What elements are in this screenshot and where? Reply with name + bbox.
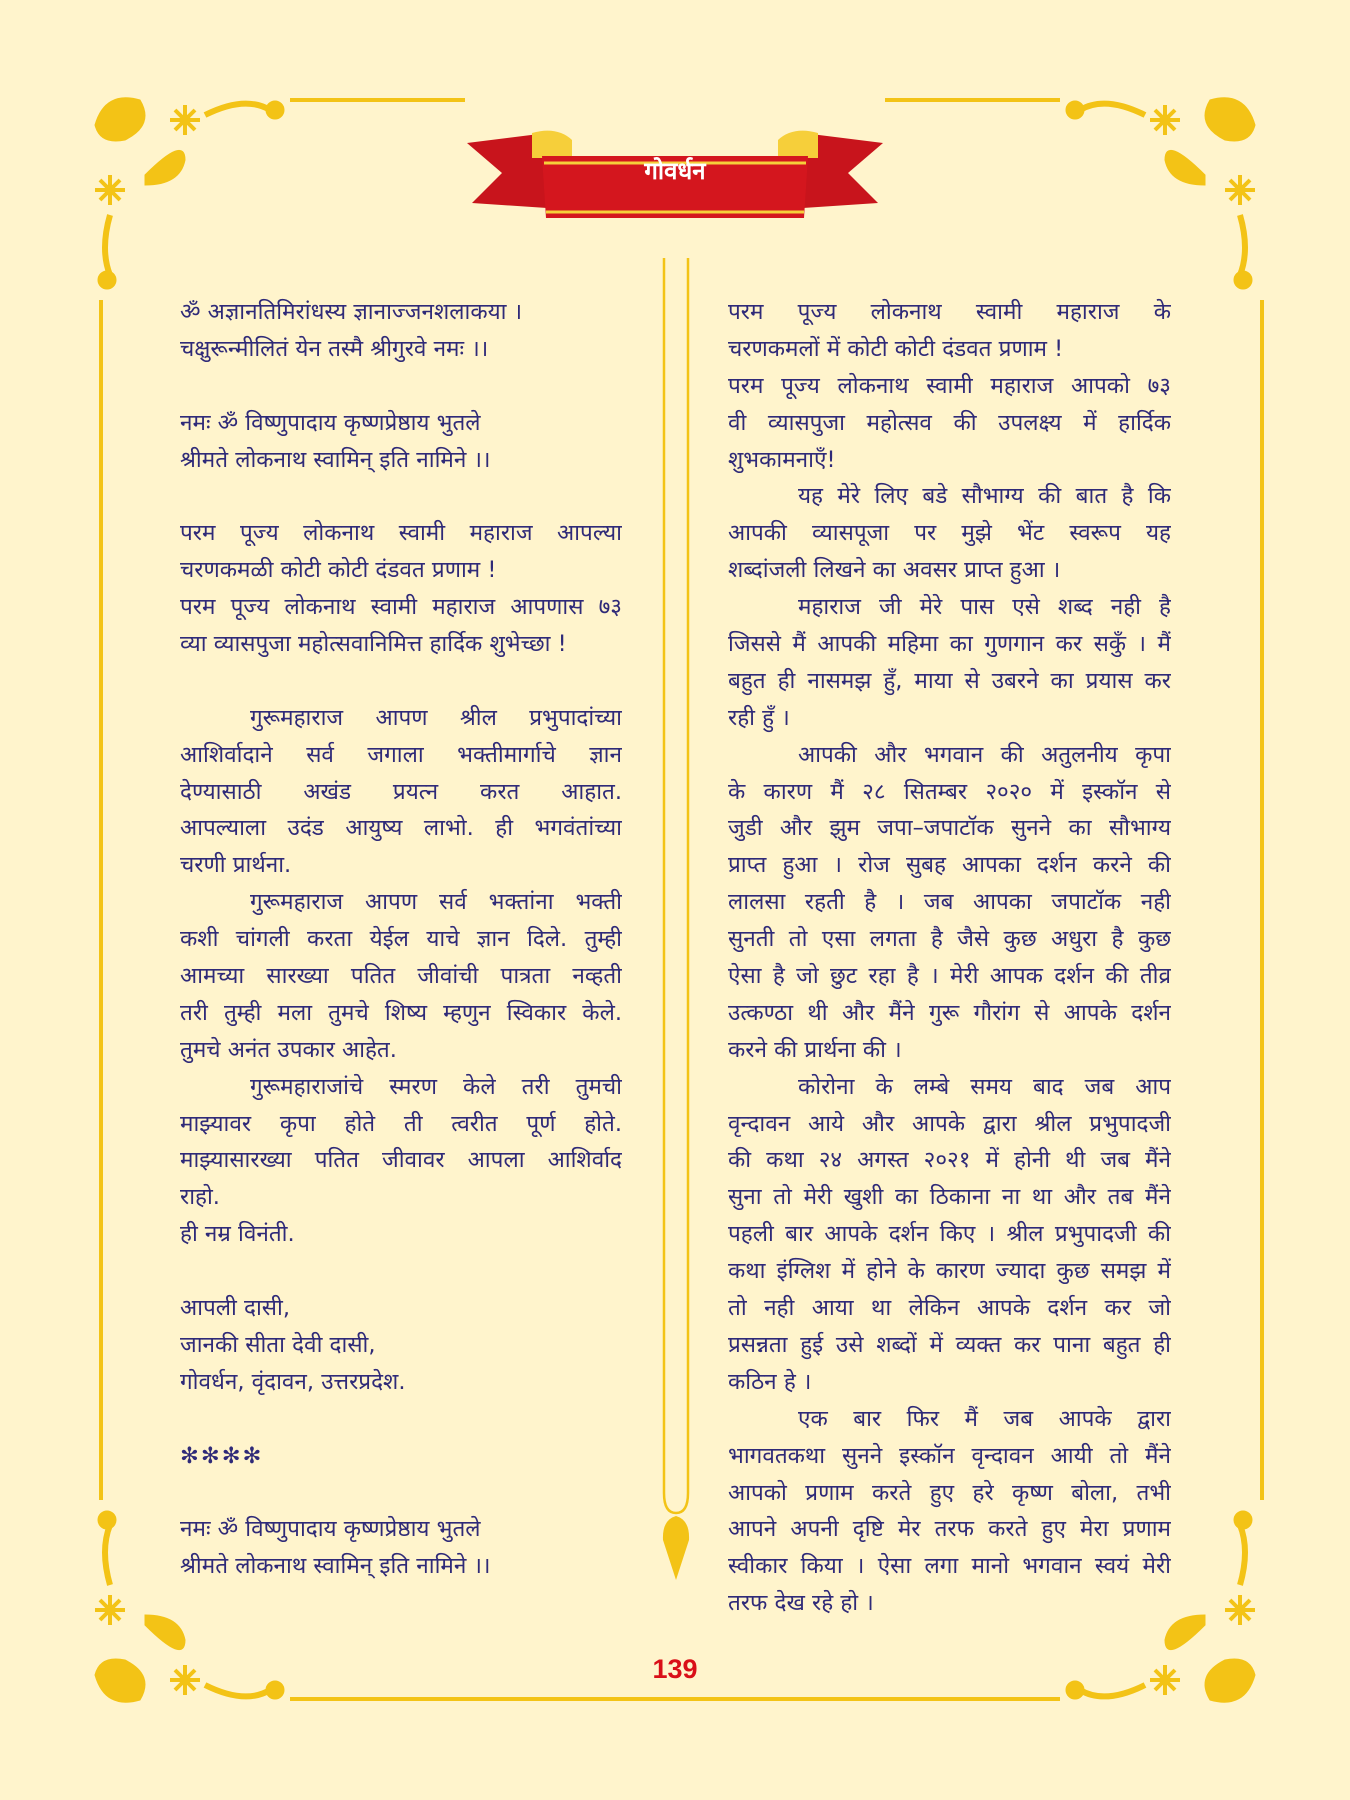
right-text-line: रही हुँ । — [728, 704, 790, 731]
right-text-line: तरफ देख रहे हो । — [728, 1590, 874, 1617]
right-text-line: कठिन हे । — [728, 1368, 812, 1395]
right-text-line: कथा इंग्लिश में होने के कारण ज्यादा कुछ समझ में — [728, 1258, 1171, 1285]
left-text-line: श्रीमते लोकनाथ स्वामिन् इति नामिने ।। — [180, 1553, 491, 1580]
right-text-line: आपको प्रणाम करते हुए हरे कृष्ण बोला, तभी — [728, 1479, 1171, 1506]
right-text-line: के कारण मैं २८ सितम्बर २०२० में इस्कॉन से — [728, 778, 1171, 805]
blank-line — [180, 1475, 622, 1512]
corner-ornament-top-left — [85, 85, 295, 300]
right-text-line: आपकी व्यासपूजा पर मुझे भेंट स्वरूप यह — [728, 520, 1171, 547]
right-text-line: स्वीकार किया । ऐसा लगा मानो भगवान स्वयं मेरी — [728, 1553, 1171, 1580]
right-text-line: जिससे मैं आपकी महिमा का गुणगान कर सकुँ । मैं — [728, 631, 1171, 658]
right-text-line: भागवतकथा सुनने इस्कॉन वृन्दावन आयी तो मैंने — [728, 1442, 1171, 1469]
left-text-line: तरी तुम्ही मला तुमचे शिष्य म्हणुन स्विकार केले. — [180, 999, 622, 1026]
blank-line — [180, 1253, 622, 1290]
right-text-line: सुनती तो एसा लगता है जैसे कुछ अधुरा है कुछ — [728, 926, 1171, 953]
left-text-line: नमः ॐ विष्णुपादाय कृष्णप्रेष्ठाय भुतले — [180, 409, 481, 436]
title-banner — [462, 118, 888, 228]
blank-line — [180, 478, 622, 515]
left-text-line: चरणी प्रार्थना. — [180, 852, 292, 879]
left-text-line: गुरूमहाराजांचे स्मरण केले तरी तुमची — [250, 1073, 622, 1100]
right-text-line: एक बार फिर मैं जब आपके द्वारा — [798, 1405, 1171, 1432]
frame-right-line — [1260, 300, 1264, 1500]
left-text-line: गुरूमहाराज आपण सर्व भक्तांना भक्ती — [250, 889, 622, 916]
left-text-line: गोवर्धन, वृंदावन, उत्तरप्रदेश. — [180, 1368, 406, 1395]
left-text-line: ॐ अज्ञानतिमिरांधस्य ज्ञानाज्जनशलाकया । — [180, 299, 523, 325]
left-text-line: आशिर्वादाने सर्व जगाला भक्तीमार्गाचे ज्ञान — [180, 741, 622, 768]
left-text-line: राहो. — [180, 1184, 220, 1211]
left-text-line: माझ्यावर कृपा होते ती त्वरीत पूर्ण होते. — [180, 1110, 622, 1137]
right-text-line: बहुत ही नासमझ हुँ, माया से उबरने का प्रयास कर — [728, 667, 1171, 694]
left-text-line: आमच्या सारख्या पतित जीवांची पात्रता नव्हती — [180, 963, 622, 990]
right-text-line: प्रसन्नता हुई उसे शब्दों में व्यक्त कर पाना बहुत ही — [728, 1331, 1171, 1358]
right-text-line: महाराज जी मेरे पास एसे शब्द नही है — [798, 594, 1171, 621]
right-text-line: कोरोना के लम्बे समय बाद जब आप — [798, 1073, 1171, 1100]
center-divider-ornament — [661, 258, 691, 1588]
left-text-line: ही नम्र विनंती. — [180, 1221, 295, 1248]
right-text-line: परम पूज्य लोकनाथ स्वामी महाराज के — [728, 299, 1171, 325]
left-text-line: कशी चांगली करता येईल याचे ज्ञान दिले. तुम्ही — [180, 926, 622, 953]
blank-line — [180, 663, 622, 700]
right-text-line: वृन्दावन आये और आपके द्वारा श्रील प्रभुपादजी — [728, 1110, 1171, 1137]
left-text-line: गुरूमहाराज आपण श्रील प्रभुपादांच्या — [250, 704, 622, 731]
right-text-line: परम पूज्य लोकनाथ स्वामी महाराज आपको ७३ — [728, 372, 1171, 399]
left-text-line: परम पूज्य लोकनाथ स्वामी महाराज आपणास ७३ — [180, 594, 622, 621]
right-text-line: आपकी और भगवान की अतुलनीय कृपा — [798, 741, 1171, 768]
right-text-line: लालसा रहती है । जब आपका जपाटॉक नही — [728, 889, 1171, 916]
frame-top-right-line — [885, 98, 1060, 102]
right-text-line: प्राप्त हुआ । रोज सुबह आपका दर्शन करने की — [728, 852, 1171, 879]
left-text-line: आपली दासी, — [180, 1295, 290, 1322]
right-text-line: शुभकामनाएँ! — [728, 446, 836, 473]
left-text-line: चक्षुरून्मीलितं येन तस्मै श्रीगुरवे नमः ।। — [180, 335, 489, 362]
page-number: 139 — [652, 1654, 698, 1684]
right-text-line: ऐसा है जो छुट रहा है । मेरी आपक दर्शन की तीव्र — [728, 963, 1171, 990]
right-text-line: सुना तो मेरी खुशी का ठिकाना ना था और तब मैंने — [728, 1184, 1171, 1211]
right-column — [728, 294, 1171, 1622]
left-text-line: जानकी सीता देवी दासी, — [180, 1331, 376, 1358]
left-text-line: नमः ॐ विष्णुपादाय कृष्णप्रेष्ठाय भुतले — [180, 1516, 481, 1543]
left-text-line: देण्यासाठी अखंड प्रयत्न करत आहात. — [180, 778, 622, 805]
right-text-line: तो नही आया था लेकिन आपके दर्शन कर जो — [728, 1295, 1171, 1322]
right-text-line: आपने अपनी दृष्टि मेर तरफ करते हुए मेरा प्रणाम — [728, 1516, 1171, 1543]
left-text-line: आपल्याला उदंड आयुष्य लाभो. ही भगवंतांच्या — [180, 815, 622, 842]
corner-ornament-top-right — [1055, 85, 1265, 300]
left-text-line: ✻✻✻✻ — [180, 1442, 264, 1469]
right-text-line: करने की प्रार्थना की । — [728, 1036, 902, 1063]
right-text-line: चरणकमलों में कोटी कोटी दंडवत प्रणाम ! — [728, 335, 1064, 362]
left-text-line: तुमचे अनंत उपकार आहेत. — [180, 1036, 397, 1063]
right-text-line: वी व्यासपुजा महोत्सव की उपलक्ष्य में हार्दिक — [728, 409, 1171, 436]
left-text-line: परम पूज्य लोकनाथ स्वामी महाराज आपल्या — [180, 520, 622, 547]
right-text-line: शब्दांजली लिखने का अवसर प्राप्त हुआ । — [728, 557, 1061, 584]
right-text-line: पहली बार आपके दर्शन किए । श्रील प्रभुपादजी की — [728, 1221, 1171, 1248]
frame-left-line — [99, 300, 103, 1500]
left-column — [180, 294, 622, 1585]
left-text-line: चरणकमळी कोटी कोटी दंडवत प्रणाम ! — [180, 557, 497, 584]
blank-line — [180, 368, 622, 405]
frame-bottom-line — [290, 1697, 1060, 1701]
left-text-line: माझ्यासारख्या पतित जीवावर आपला आशिर्वाद — [180, 1147, 622, 1174]
right-text-line: उत्कण्ठा थी और मैंने गुरू गौरांग से आपके दर्शन — [728, 999, 1171, 1026]
blank-line — [180, 1401, 622, 1438]
right-text-line: जुडी और झुम जपा–जपाटॉक सुनने का सौभाग्य — [728, 815, 1171, 842]
left-text-line: व्या व्यासपुजा महोत्सवानिमित्त हार्दिक शुभेच्छा ! — [180, 631, 567, 658]
left-text-line: श्रीमते लोकनाथ स्वामिन् इति नामिने ।। — [180, 446, 491, 473]
page-title: गोवर्धन — [644, 156, 706, 185]
frame-top-left-line — [290, 98, 465, 102]
right-text-line: यह मेरे लिए बडे सौभाग्य की बात है कि — [798, 483, 1171, 510]
right-text-line: की कथा २४ अगस्त २०२१ में होनी थी जब मैंने — [728, 1147, 1171, 1174]
